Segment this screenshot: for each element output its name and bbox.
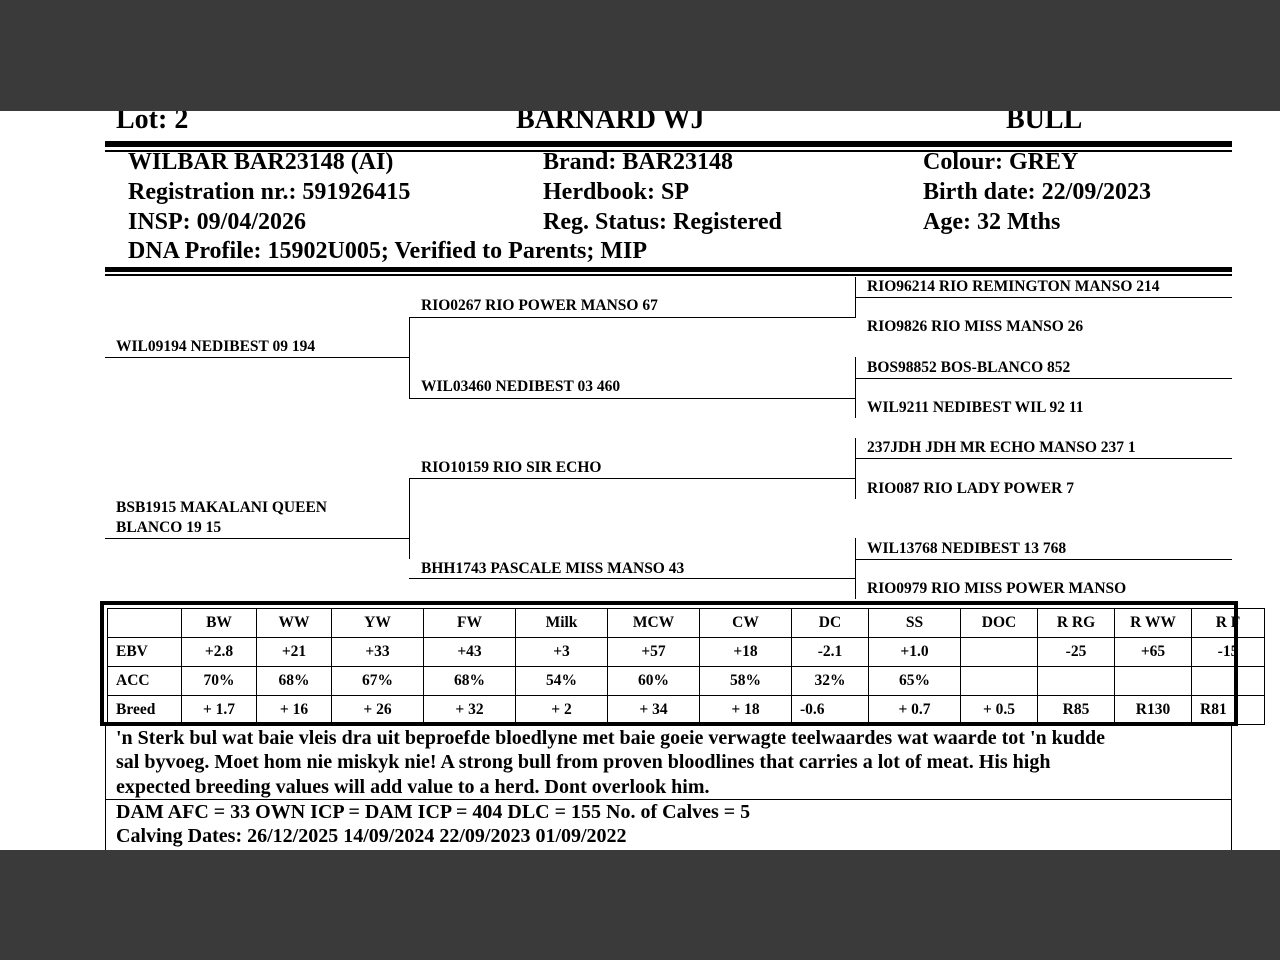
pedigree-g3-4: WIL9211 NEDIBEST WIL 92 11 <box>867 399 1084 416</box>
ebv-cell: +57 <box>608 638 700 667</box>
acc-row-label: ACC <box>108 667 182 696</box>
pedigree-g3-5: 237JDH JDH MR ECHO MANSO 237 1 <box>867 439 1136 456</box>
pedigree-g3-5-line <box>855 458 1232 459</box>
acc-cell: 32% <box>792 667 869 696</box>
ebv-row-label: EBV <box>108 638 182 667</box>
pedigree-sire-dam: WIL03460 NEDIBEST 03 460 <box>421 378 621 395</box>
acc-cell <box>961 667 1038 696</box>
breed-cell: + 2 <box>516 696 608 725</box>
pedigree-sire-sire: RIO0267 RIO POWER MANSO 67 <box>421 297 658 314</box>
pedigree-bracket-g3-3 <box>855 438 856 499</box>
ebv-cell: -15 <box>1192 638 1265 667</box>
breeder-name: BARNARD WJ <box>516 111 705 135</box>
comment-line-3: expected breeding values will add value to a herd. Dont overlook him. <box>116 776 710 798</box>
breed-cell: R130 <box>1115 696 1192 725</box>
pedigree-bracket-dam <box>409 478 410 559</box>
pedigree-bracket-sire <box>409 317 410 398</box>
pedigree-sire-dam-line <box>409 398 855 399</box>
pedigree-dam-dam-line <box>409 578 855 579</box>
acc-cell: 68% <box>424 667 516 696</box>
birth-date: Birth date: 22/09/2023 <box>923 179 1151 205</box>
breed-row-label: Breed <box>108 696 182 725</box>
pedigree-g3-2: RIO9826 RIO MISS MANSO 26 <box>867 318 1084 335</box>
pedigree-dam-dam: BHH1743 PASCALE MISS MANSO 43 <box>421 560 685 577</box>
animal-sex: BULL <box>1006 111 1083 135</box>
lot-number: Lot: 2 <box>116 111 189 135</box>
breed-cell: + 32 <box>424 696 516 725</box>
acc-cell: 65% <box>869 667 961 696</box>
ebv-cell: -25 <box>1038 638 1115 667</box>
acc-cell <box>1192 667 1265 696</box>
acc-cell: 68% <box>257 667 332 696</box>
acc-cell: 60% <box>608 667 700 696</box>
acc-cell: 67% <box>332 667 424 696</box>
info-rule-thick <box>105 267 1232 272</box>
info-rule-thin <box>105 274 1232 276</box>
inspection-date: INSP: 09/04/2026 <box>128 209 307 235</box>
header-rule-thick <box>105 141 1232 147</box>
pedigree-dam-line1: BSB1915 MAKALANI QUEEN <box>116 499 327 516</box>
breed-cell: R81 <box>1192 696 1265 725</box>
pedigree-sire: WIL09194 NEDIBEST 09 194 <box>116 338 316 355</box>
comment-box-right <box>1231 722 1232 850</box>
lot-sheet <box>0 111 1280 850</box>
pedigree-dam-line2: BLANCO 19 15 <box>116 519 222 536</box>
pedigree-g3-3: BOS98852 BOS-BLANCO 852 <box>867 359 1071 376</box>
ebv-header-cell: CW <box>700 609 792 638</box>
ebv-header-cell: FW <box>424 609 516 638</box>
acc-cell: 58% <box>700 667 792 696</box>
ebv-header-cell: BW <box>182 609 257 638</box>
ebv-cell: +65 <box>1115 638 1192 667</box>
ebv-header-cell: R RG <box>1038 609 1115 638</box>
ebv-header-cell: DC <box>792 609 869 638</box>
comment-line-2: sal byvoeg. Moet hom nie miskyk nie! A strong bull from proven bloodlines that carries a lot of meat. His high <box>116 751 1051 773</box>
ebv-header-cell: Milk <box>516 609 608 638</box>
ebv-header-cell: MCW <box>608 609 700 638</box>
pedigree-g3-7: WIL13768 NEDIBEST 13 768 <box>867 540 1067 557</box>
acc-cell <box>1038 667 1115 696</box>
ebv-cell: +1.0 <box>869 638 961 667</box>
breed-cell: + 34 <box>608 696 700 725</box>
pedigree-g3-1: RIO96214 RIO REMINGTON MANSO 214 <box>867 278 1160 295</box>
ebv-header-cell: YW <box>332 609 424 638</box>
comment-box-left <box>105 722 106 850</box>
pedigree-sire-line <box>105 357 409 358</box>
ebv-header-cell: R F <box>1192 609 1265 638</box>
ebv-cell: +33 <box>332 638 424 667</box>
ebv-cell: +2.8 <box>182 638 257 667</box>
pedigree-sire-sire-line <box>409 317 855 318</box>
comment-divider <box>105 799 1232 800</box>
breed-cell: + 26 <box>332 696 424 725</box>
acc-cell <box>1115 667 1192 696</box>
ebv-cell: +21 <box>257 638 332 667</box>
ebv-table <box>107 608 1265 725</box>
breed-cell: + 16 <box>257 696 332 725</box>
registration-number: Registration nr.: 591926415 <box>128 179 411 205</box>
ebv-header-cell: DOC <box>961 609 1038 638</box>
ebv-cell: +18 <box>700 638 792 667</box>
pedigree-bracket-g3-4 <box>855 538 856 599</box>
ebv-cell: +43 <box>424 638 516 667</box>
animal-name: WILBAR BAR23148 (AI) <box>128 149 394 175</box>
ebv-header-row <box>108 609 1265 638</box>
ebv-header-cell: R WW <box>1115 609 1192 638</box>
acc-cell: 54% <box>516 667 608 696</box>
colour: Colour: GREY <box>923 149 1079 175</box>
breed-cell: R85 <box>1038 696 1115 725</box>
breed-cell: + 0.5 <box>961 696 1038 725</box>
breed-cell: + 0.7 <box>869 696 961 725</box>
ebv-header-cell <box>108 609 182 638</box>
acc-row <box>108 667 1265 696</box>
pedigree-g3-1-line <box>855 297 1232 298</box>
herdbook: Herdbook: SP <box>543 179 690 205</box>
breed-cell: + 18 <box>700 696 792 725</box>
registration-status: Reg. Status: Registered <box>543 209 782 235</box>
breed-cell: -0.6 <box>792 696 869 725</box>
pedigree-dam-sire-line <box>409 478 855 479</box>
dna-profile: DNA Profile: 15902U005; Verified to Parents; MIP <box>128 238 648 264</box>
ebv-cell <box>961 638 1038 667</box>
comment-line-1: 'n Sterk bul wat baie vleis dra uit beproefde bloedlyne met baie goeie verwagte teelwaardes wat waarde tot 'n kudde <box>116 727 1105 749</box>
age: Age: 32 Mths <box>923 209 1061 235</box>
breed-cell: + 1.7 <box>182 696 257 725</box>
dam-stats: DAM AFC = 33 OWN ICP = DAM ICP = 404 DLC = 155 No. of Calves = 5 <box>116 801 751 823</box>
pedigree-g3-7-line <box>855 559 1232 560</box>
ebv-header-cell: WW <box>257 609 332 638</box>
ebv-cell: +3 <box>516 638 608 667</box>
breed-row <box>108 696 1265 725</box>
calving-dates: Calving Dates: 26/12/2025 14/09/2024 22/09/2023 01/09/2022 <box>116 825 627 847</box>
pedigree-g3-3-line <box>855 378 1232 379</box>
pedigree-g3-8: RIO0979 RIO MISS POWER MANSO <box>867 580 1127 597</box>
acc-cell: 70% <box>182 667 257 696</box>
brand: Brand: BAR23148 <box>543 149 734 175</box>
pedigree-dam-line <box>105 538 409 539</box>
ebv-row <box>108 638 1265 667</box>
pedigree-bracket-g3-2 <box>855 357 856 418</box>
ebv-cell: -2.1 <box>792 638 869 667</box>
ebv-header-cell: SS <box>869 609 961 638</box>
pedigree-g3-6: RIO087 RIO LADY POWER 7 <box>867 480 1074 497</box>
pedigree-dam-sire: RIO10159 RIO SIR ECHO <box>421 459 602 476</box>
